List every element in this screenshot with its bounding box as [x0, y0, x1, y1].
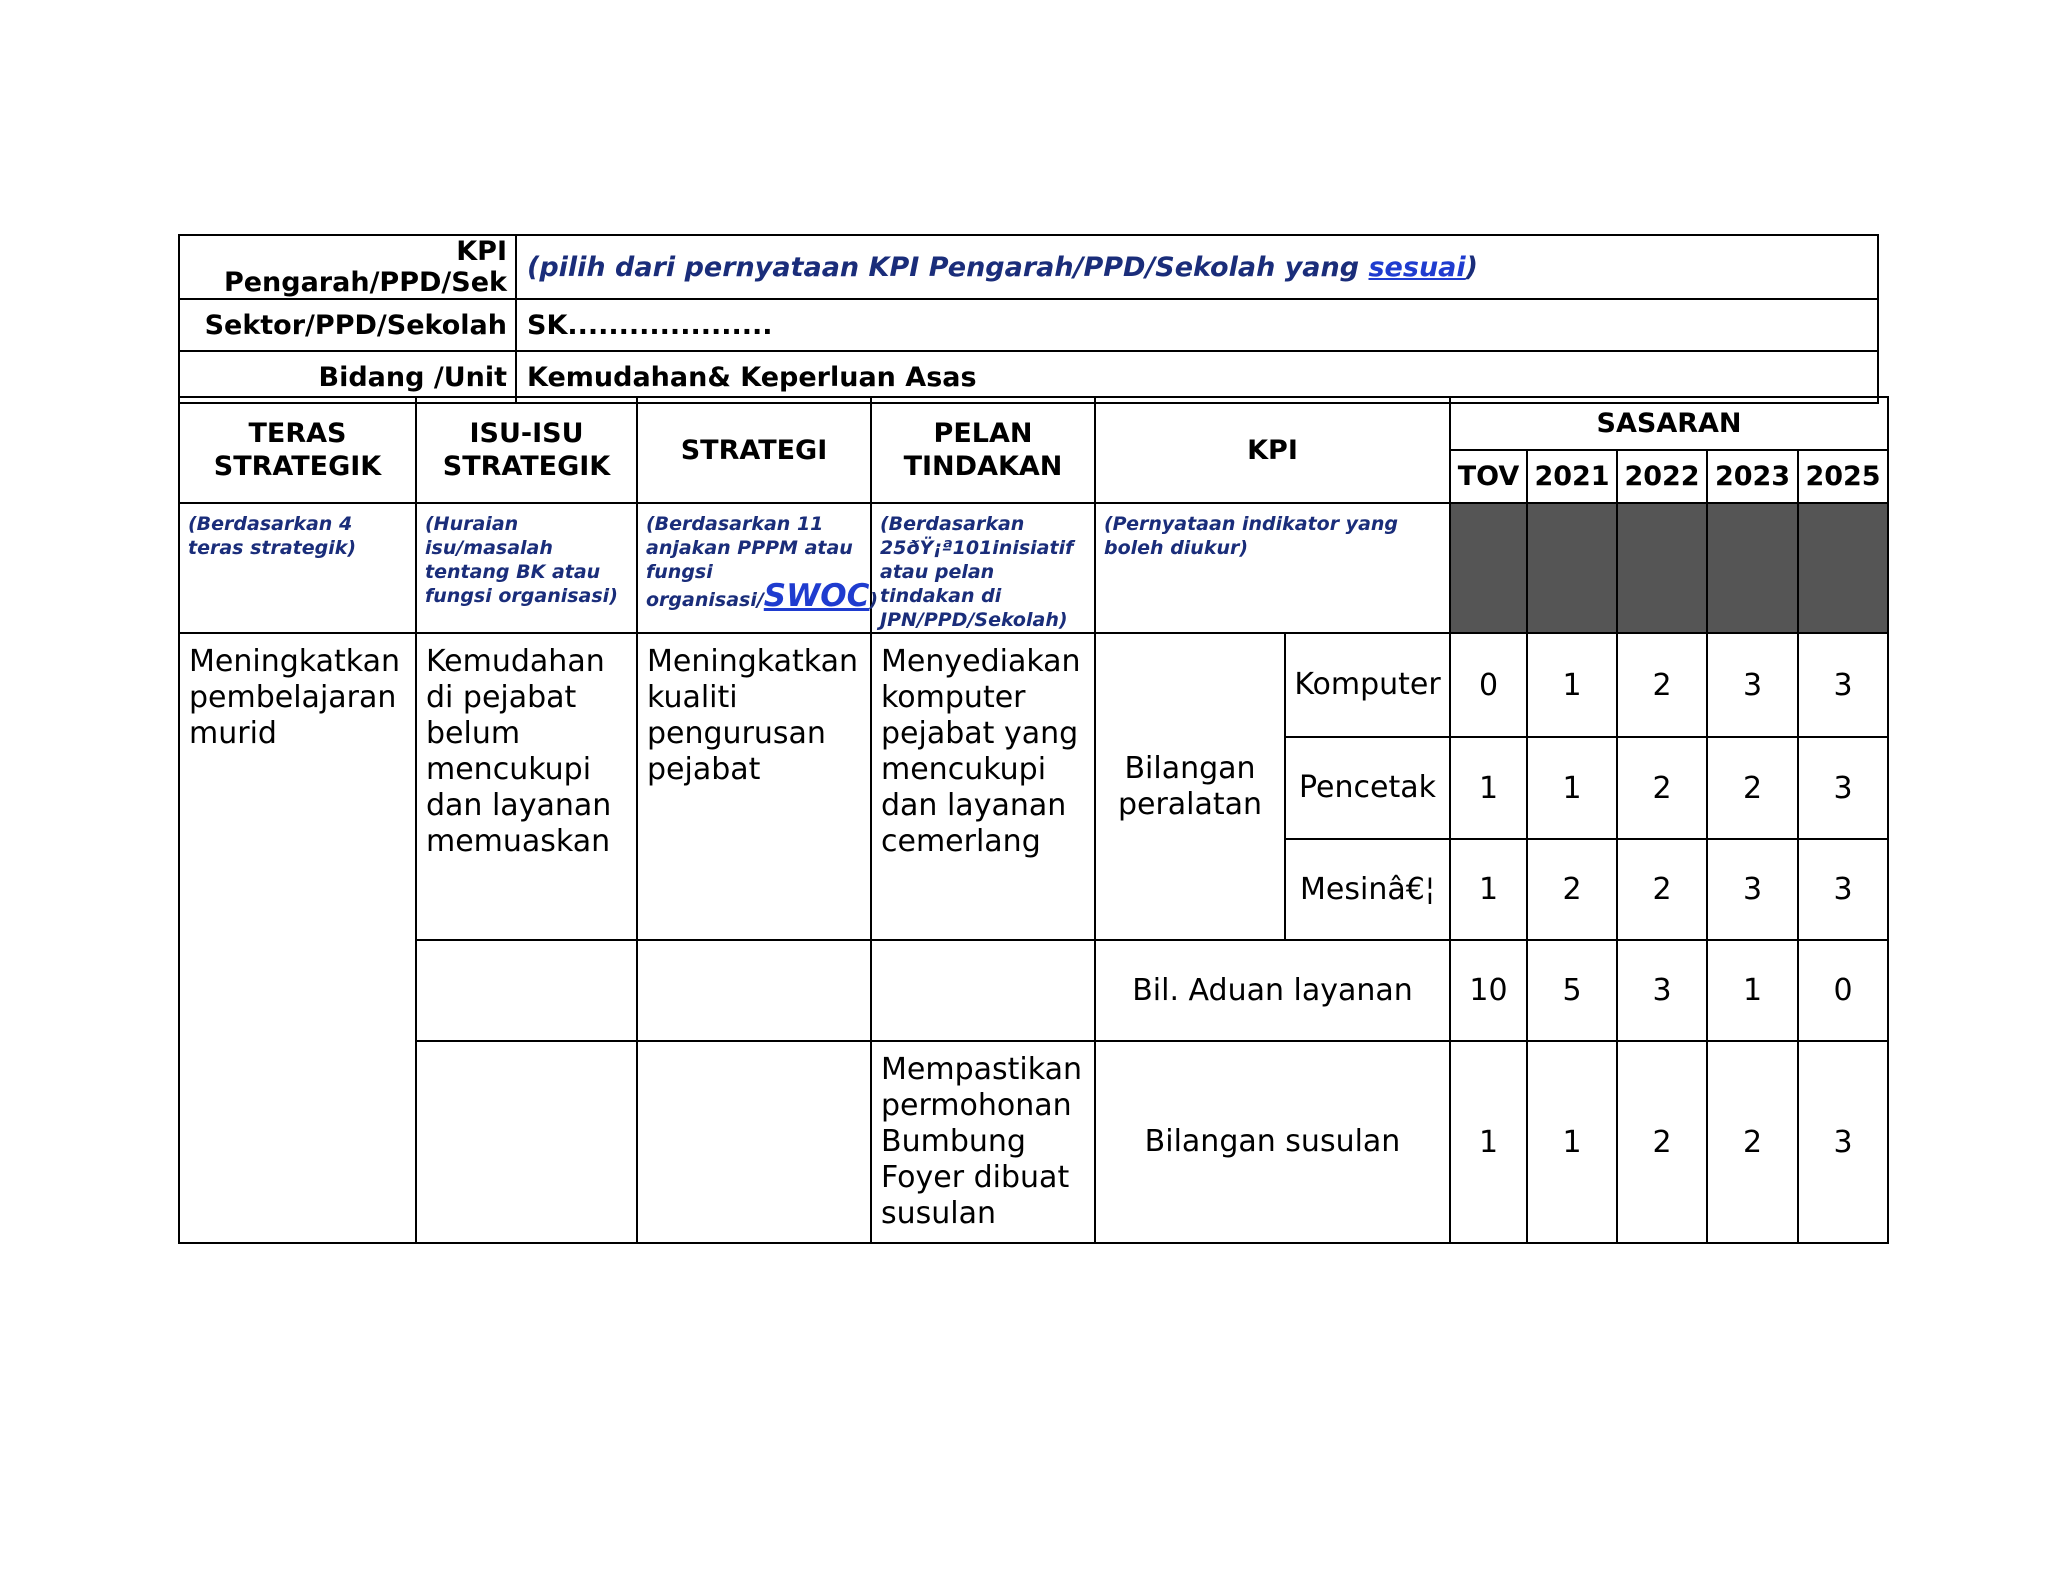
- value-cell: 3: [1707, 633, 1798, 737]
- shaded-cell: [1527, 503, 1617, 633]
- value-cell: 1: [1707, 940, 1798, 1041]
- value-cell: 1: [1450, 839, 1527, 940]
- value-cell: 3: [1707, 839, 1798, 940]
- value-cell: 2: [1617, 737, 1707, 839]
- year-tov: TOV: [1450, 450, 1527, 503]
- year-2025: 2025: [1798, 450, 1888, 503]
- teras-cell: Meningkatkan pembelajaran murid: [179, 633, 416, 1243]
- table-row: [179, 1041, 1888, 1243]
- item-label: Pencetak: [1285, 737, 1450, 839]
- shaded-cell: [1450, 503, 1527, 633]
- year-2023: 2023: [1707, 450, 1798, 503]
- empty-cell: [416, 1041, 637, 1243]
- header-pelan: PELAN TINDAKAN: [871, 397, 1095, 503]
- hint-kpi: (Pernyataan indikator yang boleh diukur): [1095, 503, 1450, 633]
- value-cell: 2: [1617, 633, 1707, 737]
- item-label: Komputer: [1285, 633, 1450, 737]
- sektor-value: SK....................: [516, 299, 1878, 351]
- year-2021: 2021: [1527, 450, 1617, 503]
- value-cell: 1: [1527, 633, 1617, 737]
- kpi-value-prefix: (pilih dari pernyataan KPI Pengarah/PPD/Sekolah yang: [527, 251, 1369, 283]
- value-cell: 2: [1617, 839, 1707, 940]
- isu-cell: Kemudahan di pejabat belum mencukupi dan layanan memuaskan: [416, 633, 637, 940]
- empty-cell: [637, 1041, 871, 1243]
- value-cell: 1: [1527, 1041, 1617, 1243]
- pelan-cell: Menyediakan komputer pejabat yang mencukupi dan layanan cemerlang: [871, 633, 1095, 940]
- susulan-label: Bilangan susulan: [1095, 1041, 1450, 1243]
- header-row-1: [179, 397, 1888, 450]
- kpi-label: KPI Pengarah/PPD/Sek: [179, 235, 516, 299]
- hint-isu: (Huraian isu/masalah tentang BK atau fungsi organisasi): [416, 503, 637, 633]
- sektor-row: [179, 299, 1878, 351]
- bidang-value: Kemudahan& Keperluan Asas: [516, 351, 1878, 403]
- value-cell: 3: [1798, 633, 1888, 737]
- empty-cell: [416, 940, 637, 1041]
- empty-cell: [871, 940, 1095, 1041]
- shaded-cell: [1798, 503, 1888, 633]
- value-cell: 2: [1707, 737, 1798, 839]
- table-row: [179, 940, 1888, 1041]
- value-cell: 2: [1527, 839, 1617, 940]
- bidang-label: Bidang /Unit: [179, 351, 516, 403]
- info-table: [178, 234, 1879, 404]
- sektor-label: Sektor/PPD/Sekolah: [179, 299, 516, 351]
- value-cell: 3: [1798, 1041, 1888, 1243]
- header-isu: ISU-ISU STRATEGIK: [416, 397, 637, 503]
- shaded-cell: [1617, 503, 1707, 633]
- kpi-value-suffix: ): [1465, 251, 1478, 283]
- value-cell: 0: [1798, 940, 1888, 1041]
- empty-cell: [637, 940, 871, 1041]
- strategi-cell: Meningkatkan kualiti pengurusan pejabat: [637, 633, 871, 940]
- item-label: Mesinâ€¦: [1285, 839, 1450, 940]
- hint-pelan: (Berdasarkan 25ðŸ¡ª101inisiatif atau pelan tindakan di JPN/PPD/Sekolah): [871, 503, 1095, 633]
- value-cell: 2: [1617, 1041, 1707, 1243]
- kpi-value: [516, 235, 1878, 299]
- kpi-row: [179, 235, 1878, 299]
- header-kpi: KPI: [1095, 397, 1450, 503]
- hint-strategi: (Berdasarkan 11 anjakan PPPM atau fungsi organisasi/SWOC): [637, 503, 871, 633]
- pelan-cell: Mempastikan permohonan Bumbung Foyer dibuat susulan: [871, 1041, 1095, 1243]
- swoc-link[interactable]: SWOC: [763, 578, 870, 614]
- value-cell: 3: [1798, 839, 1888, 940]
- year-2022: 2022: [1617, 450, 1707, 503]
- sesuai-link[interactable]: sesuai: [1368, 251, 1466, 283]
- value-cell: 0: [1450, 633, 1527, 737]
- value-cell: 5: [1527, 940, 1617, 1041]
- value-cell: 1: [1527, 737, 1617, 839]
- value-cell: 10: [1450, 940, 1527, 1041]
- aduan-label: Bil. Aduan layanan: [1095, 940, 1450, 1041]
- hint-row: [179, 503, 1888, 633]
- header-teras: TERAS STRATEGIK: [179, 397, 416, 503]
- header-sasaran: SASARAN: [1450, 397, 1888, 450]
- value-cell: 3: [1617, 940, 1707, 1041]
- value-cell: 1: [1450, 1041, 1527, 1243]
- kpi-group-cell: Bilangan peralatan: [1095, 633, 1285, 940]
- value-cell: 1: [1450, 737, 1527, 839]
- hint-teras: (Berdasarkan 4 teras strategik): [179, 503, 416, 633]
- strategic-plan-table: [178, 396, 1889, 1244]
- value-cell: 3: [1798, 737, 1888, 839]
- table-row: [179, 633, 1888, 737]
- shaded-cell: [1707, 503, 1798, 633]
- header-strategi: STRATEGI: [637, 397, 871, 503]
- value-cell: 2: [1707, 1041, 1798, 1243]
